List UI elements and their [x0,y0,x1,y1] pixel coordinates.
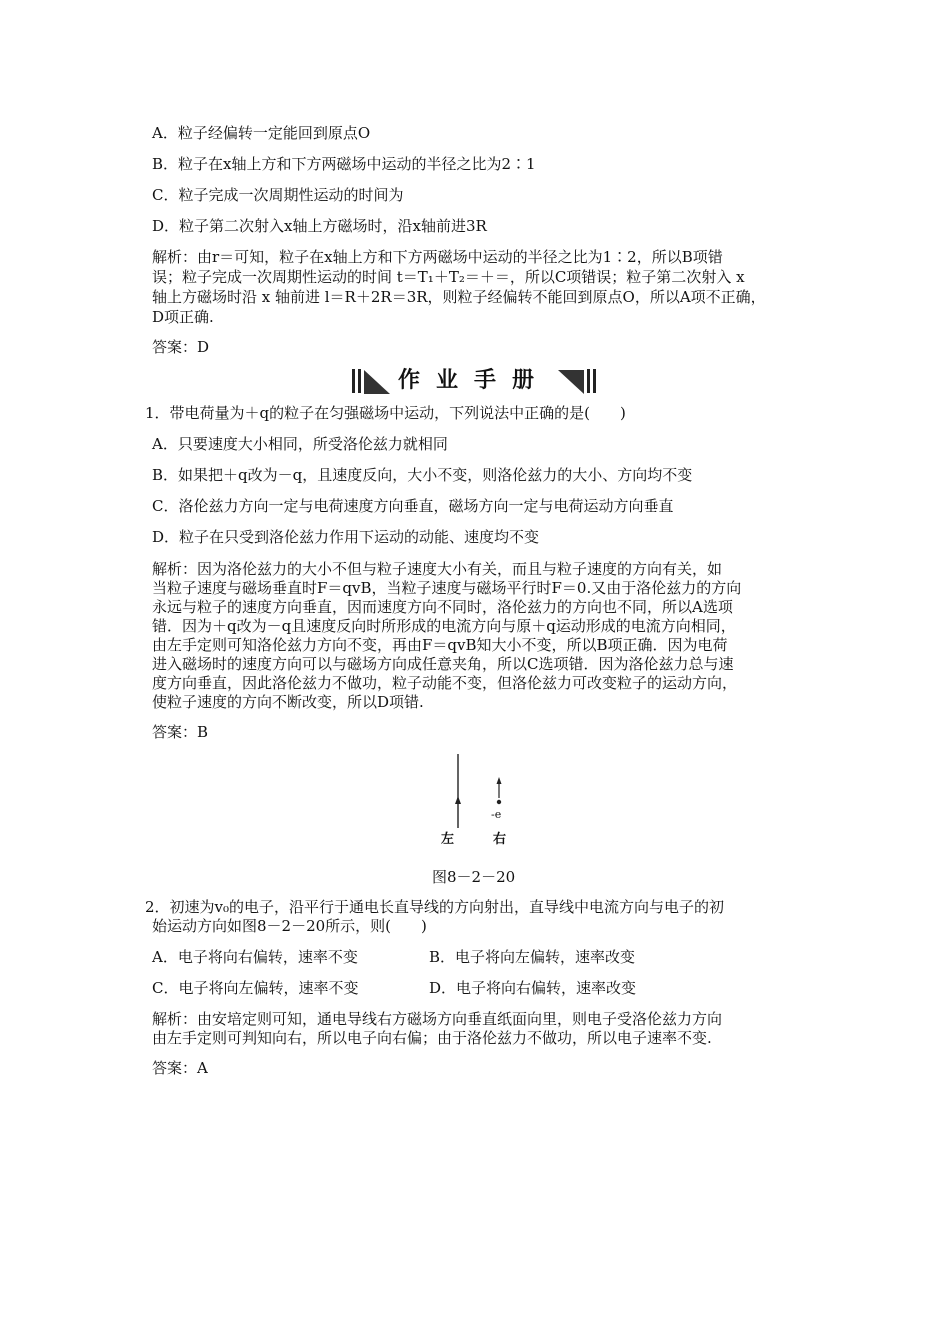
q1-analysis-line-7: 度方向垂直，因此洛伦兹力不做功，粒子动能不变，但洛伦兹力可改变粒子的运动方向， [152,674,738,692]
prev-analysis-line-1: 解析：由r＝可知，粒子在x轴上方和下方两磁场中运动的半径之比为1∶2，所以B项错 [152,248,723,266]
q1-analysis-line-6: 进入磁场时的速度方向可以与磁场方向成任意夹角，所以C选项错．因为洛伦兹力总与速 [152,655,734,673]
q1-option-d: D．粒子在只受到洛伦兹力作用下运动的动能、速度均不变 [152,528,540,546]
q1-option-b: B．如果把＋q改为－q，且速度反向，大小不变，则洛伦兹力的大小、方向均不变 [152,466,693,484]
q1-analysis-line-2: 当粒子速度与磁场垂直时F＝qvB，当粒子速度与磁场平行时F＝0.又由于洛伦兹力的方向 [152,579,742,597]
q1-analysis-line-4: 错．因为＋q改为－q且速度反向时所形成的电流方向与原＋q运动形成的电流方向相同， [152,617,736,635]
banner-title: 作业手册 [397,368,550,393]
q2-option-d: D．电子将向右偏转，速率改变 [429,979,637,997]
figure-label-right: 右 [493,832,507,847]
q2-analysis-line-2: 由左手定则可判知向右，所以电子向右偏；由于洛伦兹力不做功，所以电子速率不变. [152,1029,712,1047]
q2-answer: 答案：A [152,1059,208,1077]
banner-triangle-left-icon [364,370,390,394]
q1-analysis-line-3: 永远与粒子的速度方向垂直，因而速度方向不同时，洛伦兹力的方向也不同，所以A选项 [152,598,733,616]
q2-stem-line-1: 2．初速为v₀的电子，沿平行于通电长直导线的方向射出，直导线中电流方向与电子的初 [145,898,725,916]
current-arrow-icon [455,796,461,804]
q1-analysis-line-8: 使粒子速度的方向不断改变，所以D项错. [152,693,424,711]
banner-triangle-right-icon [558,370,584,394]
figure-caption: 图8－2－20 [432,868,516,886]
q2-option-c: C．电子将向左偏转，速率不变 [152,979,359,997]
q2-stem-line-2: 始运动方向如图8－2－20所示，则( ) [152,917,427,935]
prev-option-d: D．粒子第二次射入x轴上方磁场时，沿x轴前进3R [152,217,487,235]
banner-bar-left-inner [358,369,361,393]
electron-dot-icon [497,800,501,804]
q1-analysis-line-5: 由左手定则可知洛伦兹力方向不变，再由F＝qvB知大小不变，所以B项正确．因为电荷 [152,636,728,654]
prev-analysis-line-4: D项正确. [152,308,214,326]
q2-option-a: A．电子将向右偏转，速率不变 [152,948,358,966]
banner-bar-right [593,369,596,393]
q1-analysis-line-1: 解析：因为洛伦兹力的大小不但与粒子速度大小有关，而且与粒子速度的方向有关，如 [152,560,723,578]
banner-bar-right-inner [587,369,590,393]
figure-wire-electron [435,752,525,852]
prev-option-a: A．粒子经偏转一定能回到原点O [152,124,371,142]
figure-label-left: 左 [441,832,455,847]
electron-velocity-arrow-icon [497,777,502,784]
prev-option-c: C．粒子完成一次周期性运动的时间为 [152,186,404,204]
banner-bar-left [352,369,355,393]
prev-answer: 答案：D [152,338,210,356]
q2-analysis-line-1: 解析：由安培定则可知，通电导线右方磁场方向垂直纸面向里，则电子受洛伦兹力方向 [152,1010,723,1028]
electron-label: -e [491,808,502,821]
q1-answer: 答案：B [152,723,209,741]
prev-option-b: B．粒子在x轴上方和下方两磁场中运动的半径之比为2∶1 [152,155,536,173]
q1-option-a: A．只要速度大小相同，所受洛伦兹力就相同 [152,435,448,453]
prev-analysis-line-2: 误；粒子完成一次周期性运动的时间 t＝T₁＋T₂＝＋＝，所以C项错误；粒子第二次射入 x [152,268,745,286]
q1-stem: 1．带电荷量为＋q的粒子在匀强磁场中运动，下列说法中正确的是( ) [145,404,626,422]
prev-analysis-line-3: 轴上方磁场时沿 x 轴前进 l＝R＋2R＝3R，则粒子经偏转不能回到原点O，所以A项不正确， [152,288,766,306]
q2-option-b: B．电子将向左偏转，速率改变 [429,948,636,966]
section-banner [352,366,596,396]
q1-option-c: C．洛伦兹力方向一定与电荷速度方向垂直，磁场方向一定与电荷运动方向垂直 [152,497,674,515]
